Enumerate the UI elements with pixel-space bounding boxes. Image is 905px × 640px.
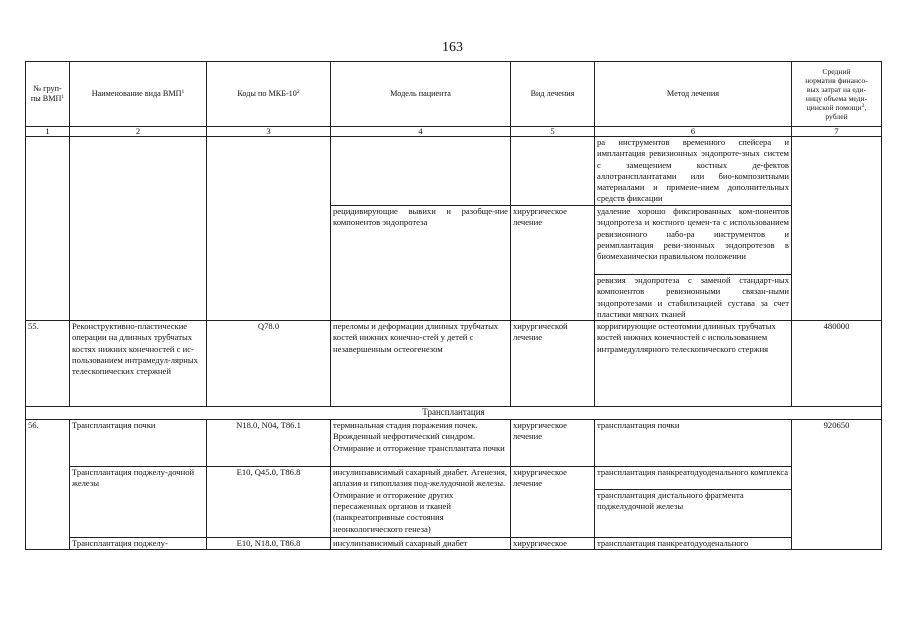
- table-row: [26, 321, 882, 407]
- cell-treatment-type: хирургическое лечение: [511, 467, 595, 538]
- header-treatment-type: Вид лечения: [511, 62, 595, 127]
- cell-icd-codes: Q78.0: [207, 321, 331, 407]
- header-cost: Средний норматив финансо- вых затрат на еди- ницу объема меди- цинской помощи$^3$, рублей: [792, 62, 882, 127]
- column-number: 7: [792, 127, 882, 137]
- vmp-table: [25, 61, 882, 550]
- table-row: [26, 538, 882, 550]
- column-number: 1: [26, 127, 70, 137]
- header-treatment-method: Метод лечения: [595, 62, 792, 127]
- table-row: [26, 137, 882, 206]
- cell-method: ревизия эндопротеза с заменой стандарт-ных компонентов ревизионными связан-ными эндопротезами и стабилизацией сустава за счет пластики мягких тканей: [595, 275, 792, 321]
- cell-vmp-name: Реконструктивно-пластические операции на длинных трубчатых костях нижних конечностей с ис-пользованием интрамедул-лярных телескопических стержней: [70, 321, 207, 407]
- cell-icd-codes: E10, Q45.0, T86.8: [207, 467, 331, 538]
- table-header-row: [26, 62, 882, 127]
- column-number: 2: [70, 127, 207, 137]
- cell-patient-model: инсулинзависимый сахарный диабет. Агенезия, аплазия и гипоплазия под-желудочной железы. Отмирание и отторжение других пересаженных органов и тканей (панкреатопривные состояния неонкологического генеза): [331, 467, 511, 538]
- header-vmp-name: Наименование вида ВМП$^1$: [70, 62, 207, 127]
- cell-cost: [792, 137, 882, 321]
- cell-group-no: 56.: [26, 420, 70, 550]
- header-patient-model: Модель пациента: [331, 62, 511, 127]
- header-group-no: № груп- пы ВМП$^1$: [26, 62, 70, 127]
- cell-group-no: 55.: [26, 321, 70, 407]
- cell-patient-model: переломы и деформации длинных трубчатых костей нижних конечно-стей у детей с незавершенным остеогенезом: [331, 321, 511, 407]
- cell-treatment-type: хирургическое лечение: [511, 206, 595, 321]
- section-heading-row: [26, 407, 882, 420]
- cell-icd-codes: N18.0, N04, T86.1: [207, 420, 331, 467]
- column-number: 3: [207, 127, 331, 137]
- header-icd-codes: Коды по МКБ-$10^2$: [207, 62, 331, 127]
- cell-method: корригирующие остеотомии длинных трубчатых костей нижних конечностей с использованием интрамедуллярного телескопического стержня: [595, 321, 792, 407]
- cell-icd-codes: E10, N18.0, T86.8: [207, 538, 331, 550]
- cell-group-no: [26, 137, 70, 321]
- cell-icd-codes: [207, 137, 331, 321]
- cell-treatment-type: хирургическое: [511, 538, 595, 550]
- cell-patient-model: инсулинзависимый сахарный диабет: [331, 538, 511, 550]
- cell-method: трансплантация панкреатодуоденального комплекса: [595, 467, 792, 490]
- cell-method: удаление хорошо фиксированных ком-понентов эндопротеза и костного цемен-та с использованием ревизионного набо-ра инструментов и реимплантация реви-зионных эндопротезов в биомеханически правильном положении: [595, 206, 792, 275]
- column-number: 5: [511, 127, 595, 137]
- cell-patient-model: [331, 137, 511, 206]
- cell-treatment-type: хирургической лечение: [511, 321, 595, 407]
- cell-patient-model: терминальная стадия поражения почек. Врожденный нефротический синдром. Отмирание и отторжение трансплантата почки: [331, 420, 511, 467]
- cell-vmp-name: Трансплантация почки: [70, 420, 207, 467]
- cell-vmp-name: [70, 137, 207, 321]
- cell-vmp-name: Трансплантация поджелу-: [70, 538, 207, 550]
- cell-patient-model: рецидивирующие вывихи и разобще-ние компонентов эндопротеза: [331, 206, 511, 321]
- cell-treatment-type: хирургическое лечение: [511, 420, 595, 467]
- cell-method: трансплантация почки: [595, 420, 792, 467]
- column-number-row: [26, 127, 882, 137]
- table-row: [26, 420, 882, 467]
- cell-method: ра инструментов временного спейсера и имплантация ревизионных эндопроте-зных систем с замещением костных де-фектов аллотрансплантатами или био-композитными материалами и примене-нием дополнительных средств фиксации: [595, 137, 792, 206]
- cell-cost: 480000: [792, 321, 882, 407]
- cell-treatment-type: [511, 137, 595, 206]
- column-number: 4: [331, 127, 511, 137]
- cell-method: трансплантация панкреатодуоденального: [595, 538, 792, 550]
- column-number: 6: [595, 127, 792, 137]
- cell-vmp-name: Трансплантация поджелу-дочной железы: [70, 467, 207, 538]
- page-number: 163: [442, 40, 463, 55]
- cell-cost: 920650: [792, 420, 882, 550]
- cell-method: трансплантация дистального фрагмента поджелудочной железы: [595, 490, 792, 538]
- section-title: Трансплантация: [26, 407, 882, 420]
- table-row: [26, 467, 882, 490]
